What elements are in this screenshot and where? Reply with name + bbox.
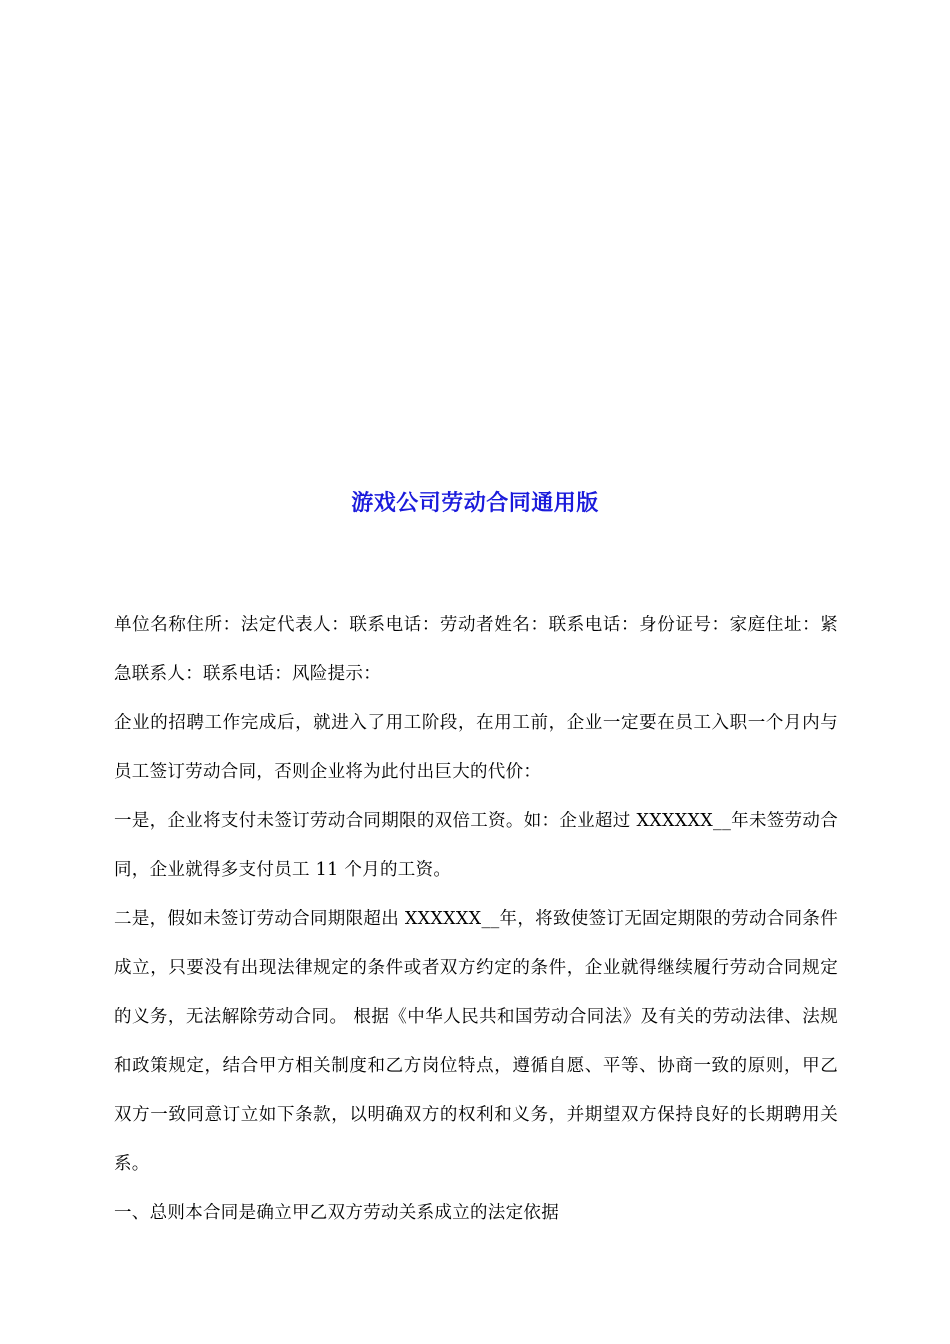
- paragraph-section-general: 一、总则本合同是确立甲乙双方劳动关系成立的法定依据: [114, 1203, 559, 1223]
- paragraph-intro: 企业的招聘工作完成后，就进入了用工阶段，在用工前，企业一定要在员工入职一个月内与员工签订劳动合同，否则企业将为此付出巨大的代价：: [114, 713, 838, 782]
- paragraph-risk-one: 一是，企业将支付未签订劳动合同期限的双倍工资。如：企业超过 XXXXXX__年未签劳动合同，企业就得多支付员工 11 个月的工资。: [114, 811, 838, 880]
- document-body: [114, 601, 838, 1238]
- paragraph-risk-two: 二是，假如未签订劳动合同期限超出 XXXXXX__年，将致使签订无固定期限的劳动合同条件成立，只要没有出现法律规定的条件或者双方约定的条件，企业就得继续履行劳动合同规定的义务，无法解除劳动合同。 根据《中华人民共和国劳动合同法》及有关的劳动法律、法规和政策规定，结合甲方相关制度和乙方岗位特点，遵循自愿、平等、协商一致的原则，甲乙双方一致同意订立如下条款，以明确双方的权利和义务，并期望双方保持良好的长期聘用关系。: [114, 909, 838, 1174]
- paragraph-header-fields: 单位名称住所：法定代表人：联系电话：劳动者姓名：联系电话：身份证号：家庭住址：紧急联系人：联系电话：风险提示：: [114, 615, 838, 684]
- document-title: 游戏公司劳动合同通用版: [351, 490, 599, 516]
